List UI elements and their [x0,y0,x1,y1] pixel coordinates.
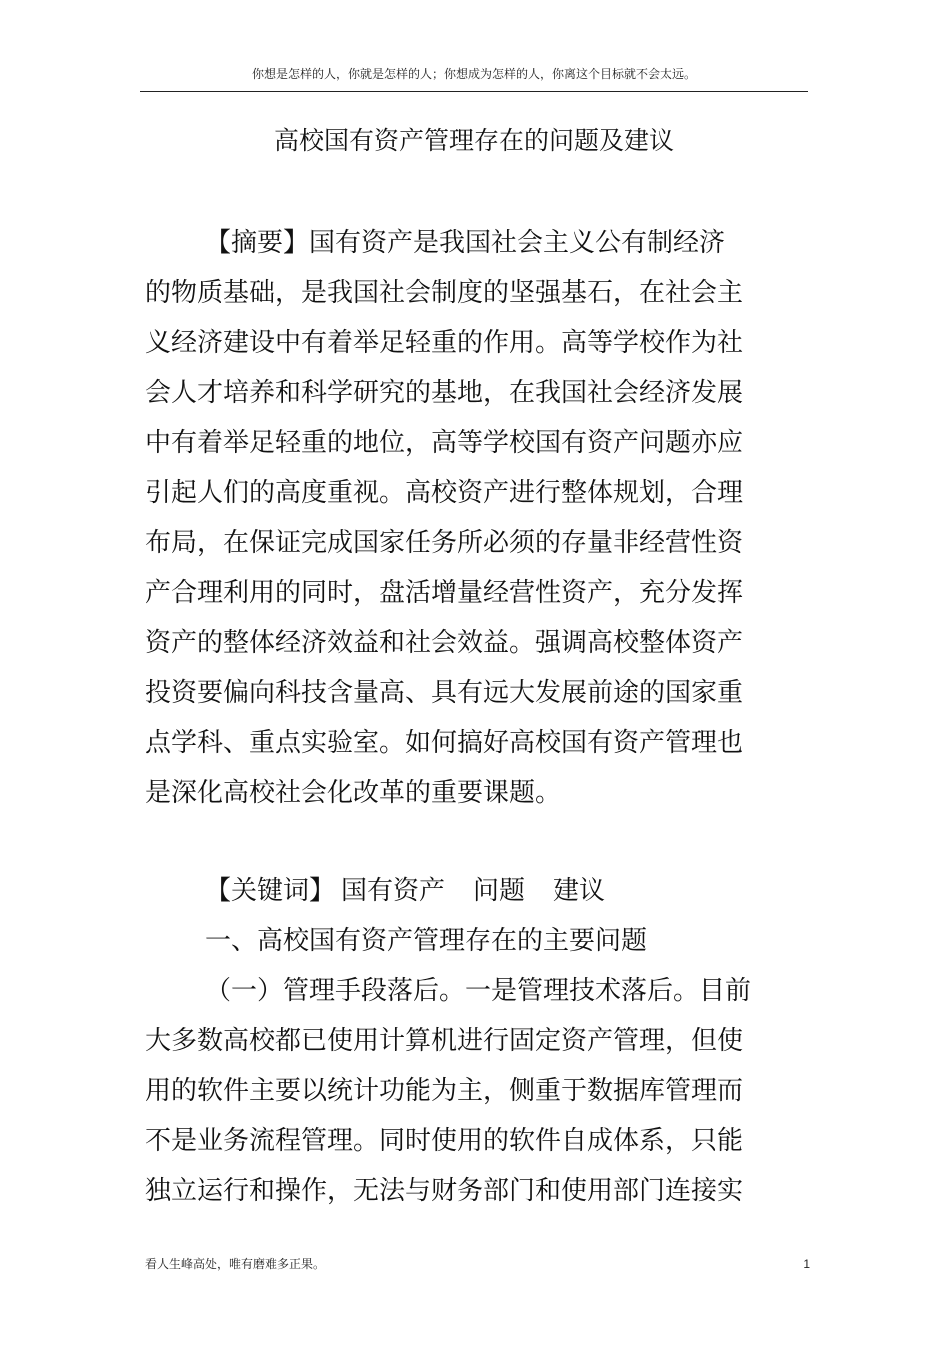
abstract-line: 是深化高校社会化改革的重要课题。 [145,778,562,808]
page-header-quote: 你想是怎样的人，你就是怎样的人；你想成为怎样的人，你离这个目标就不会太远。 [251,67,696,81]
abstract-line: 的物质基础，是我国社会制度的坚强基石，在社会主 [145,278,744,308]
abstract-line: 投资要偏向科技含量高、具有远大发展前途的国家重 [145,678,744,708]
keyword-item: 国有资产 [341,876,446,906]
document-title: 高校国有资产管理存在的问题及建议 [273,126,674,155]
abstract-paragraph [145,218,785,818]
abstract-line: 【摘要】国有资产是我国社会主义公有制经济 [205,228,726,258]
keywords-label: 【关键词】 [205,876,336,906]
section-heading: 一、高校国有资产管理存在的主要问题 [205,926,648,956]
section-line: 不是业务流程管理。同时使用的软件自成体系，只能 [145,1126,744,1156]
section-line: 用的软件主要以统计功能为主，侧重于数据库管理而 [145,1076,744,1106]
abstract-line: 点学科、重点实验室。如何搞好高校国有资产管理也 [145,728,744,758]
abstract-line: 会人才培养和科学研究的基地，在我国社会经济发展 [145,378,744,408]
abstract-line: 引起人们的高度重视。高校资产进行整体规划，合理 [145,478,744,508]
keywords-line [205,866,605,916]
page-number: 1 [803,1257,810,1271]
section-one [145,916,785,1216]
page-footer-quote: 看人生峰高处，唯有磨难多正果。 [145,1257,326,1271]
abstract-line: 义经济建设中有着举足轻重的作用。高等学校作为社 [145,328,744,358]
abstract-line: 产合理利用的同时，盘活增量经营性资产，充分发挥 [145,578,744,608]
section-line: 大多数高校都已使用计算机进行固定资产管理，但使 [145,1026,744,1056]
header-divider [140,91,808,92]
abstract-line: 资产的整体经济效益和社会效益。强调高校整体资产 [145,628,744,658]
section-line: 独立运行和操作，无法与财务部门和使用部门连接实 [145,1176,744,1206]
section-line: （一）管理手段落后。一是管理技术落后。目前 [205,976,752,1006]
keyword-item: 问题 [473,876,526,906]
abstract-line: 布局，在保证完成国家任务所必须的存量非经营性资 [145,528,744,558]
keyword-item: 建议 [553,876,606,906]
abstract-line: 中有着举足轻重的地位，高等学校国有资产问题亦应 [145,428,744,458]
